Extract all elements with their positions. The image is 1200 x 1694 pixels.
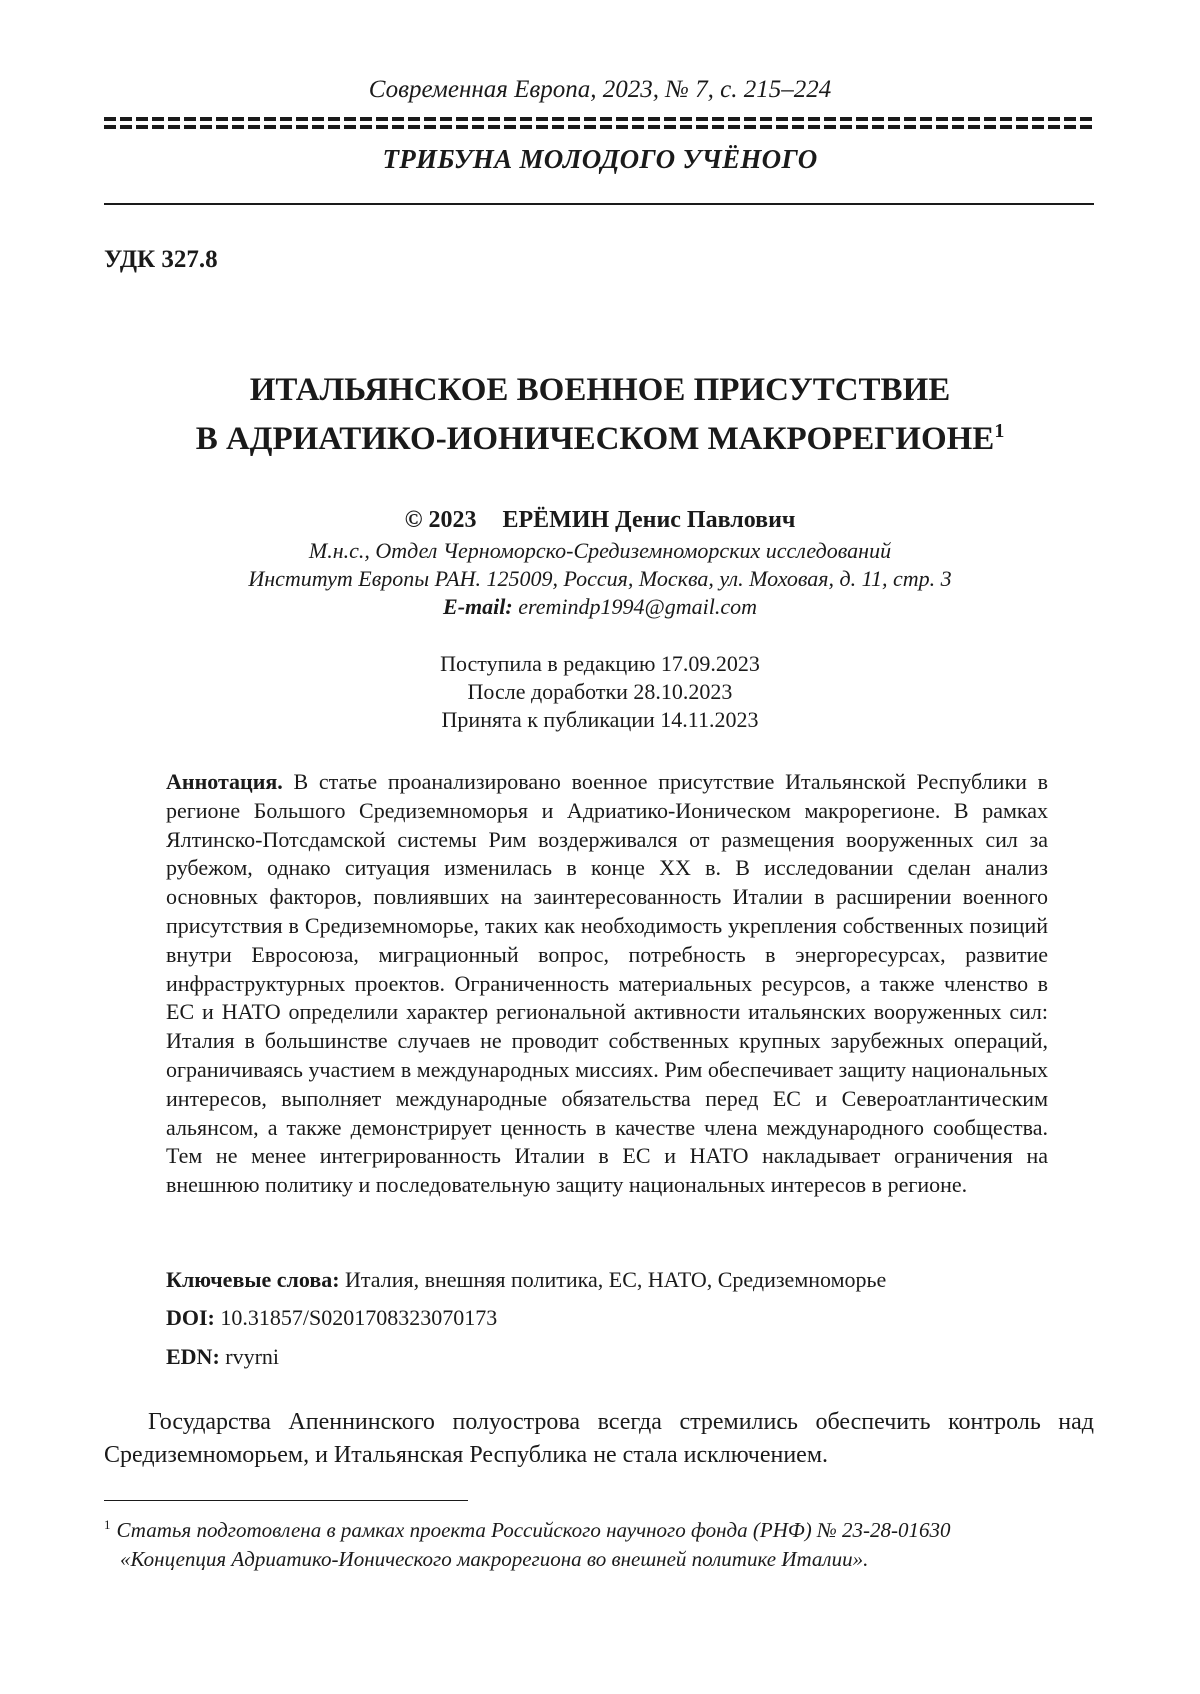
abstract-label: Аннотация.: [166, 769, 283, 794]
double-dashed-rule: [104, 117, 1094, 133]
article-title-line-2-text: В АДРИАТИКО-ИОНИЧЕСКОМ МАКРОРЕГИОНЕ: [195, 421, 995, 457]
email-label: E-mail:: [443, 594, 513, 619]
footnote: [104, 1510, 1094, 1574]
author-name: ЕРЁМИН Денис Павлович: [502, 507, 796, 533]
edn: [166, 1344, 1066, 1370]
copyright-year: © 2023: [404, 507, 477, 533]
section-divider: [104, 203, 1094, 205]
doi-label: DOI:: [166, 1305, 215, 1330]
article-title-line-2: [0, 420, 1200, 458]
abstract: [166, 768, 1048, 1200]
email-link[interactable]: eremindp1994@gmail.com: [518, 594, 757, 619]
doi-value[interactable]: 10.31857/S0201708323070173: [220, 1305, 498, 1330]
keywords-label: Ключевые слова:: [166, 1267, 340, 1292]
author-affiliation-1: М.н.с., Отдел Черноморско-Средиземноморских исследований: [308, 538, 892, 563]
abstract-text: В статье проанализировано военное присутствие Итальянской Республики в регионе Большого Средиземноморья и Адриатико-Ионическом макрорегионе. В рамках Ялтинско-Потсдамской системы Рим воздерживался от размещения вооруженных сил за рубежом, однако ситуация изменилась в конце XX в. В исследовании сделан анализ основных факторов, повлиявших на заинтересованность Италии в расширении военного присутствия в Средиземноморье, таких как необходимость укрепления собственных позиций внутри Евросоюза, миграционный вопрос, потребность в энергоресурсах, развитие инфраструктурных проектов. Ограниченность материальных ресурсов, а также членство в ЕС и НАТО определили характер региональной активности итальянских вооруженных сил: Италия в большинстве случаев не проводит собственных крупных зарубежных операций, ограничиваясь участием в международных миссиях. Рим обеспечивает защиту национальных интересов, выполняет международные обязательства перед ЕС и Североатлантическим альянсом, а также демонстрирует ценность в качестве члена международного сообщества. Тем не менее интегрированность Италии в ЕС и НАТО накладывает ограничения на внешнюю политику и последовательную защиту национальных интересов в регионе.: [166, 769, 1048, 1198]
footnote-line-1: [104, 1510, 1094, 1545]
journal-citation: Современная Европа, 2023, № 7, с. 215–224: [368, 76, 832, 103]
edn-value: rvyrni: [225, 1344, 280, 1369]
footnote-divider: [104, 1500, 468, 1501]
footnote-line-2: «Концепция Адриатико-Ионического макрорегиона во внешней политике Италии».: [120, 1547, 869, 1571]
edn-label: EDN:: [166, 1344, 220, 1369]
doi: [166, 1305, 1066, 1331]
footnote-mark: 1: [104, 1517, 111, 1532]
author-email-line: [0, 594, 1200, 620]
section-title: ТРИБУНА МОЛОДОГО УЧЁНОГО: [382, 144, 818, 174]
title-footnote-mark[interactable]: 1: [994, 420, 1005, 442]
body-paragraph: Государства Апеннинского полуострова всегда стремились обеспечить контроль над Средиземноморьем, и Итальянская Республика не стала исключением.: [104, 1409, 1094, 1468]
keywords-text: Италия, внешняя политика, ЕС, НАТО, Средиземноморье: [345, 1267, 887, 1292]
received-date: Поступила в редакцию 17.09.2023: [440, 651, 760, 676]
revised-date: После доработки 28.10.2023: [467, 679, 733, 704]
article-title-line-1: ИТАЛЬЯНСКОЕ ВОЕННОЕ ПРИСУТСТВИЕ: [249, 372, 951, 408]
author-affiliation-2: Институт Европы РАН. 125009, Россия, Москва, ул. Моховая, д. 11, стр. 3: [248, 566, 952, 591]
keywords: [166, 1267, 1066, 1293]
footnote-text-1: Статья подготовлена в рамках проекта Российского научного фонда (РНФ) № 23-28-01630: [116, 1518, 951, 1542]
udk-code: УДК 327.8: [104, 246, 218, 273]
author-line: [0, 507, 1200, 534]
accepted-date: Принята к публикации 14.11.2023: [441, 707, 759, 732]
